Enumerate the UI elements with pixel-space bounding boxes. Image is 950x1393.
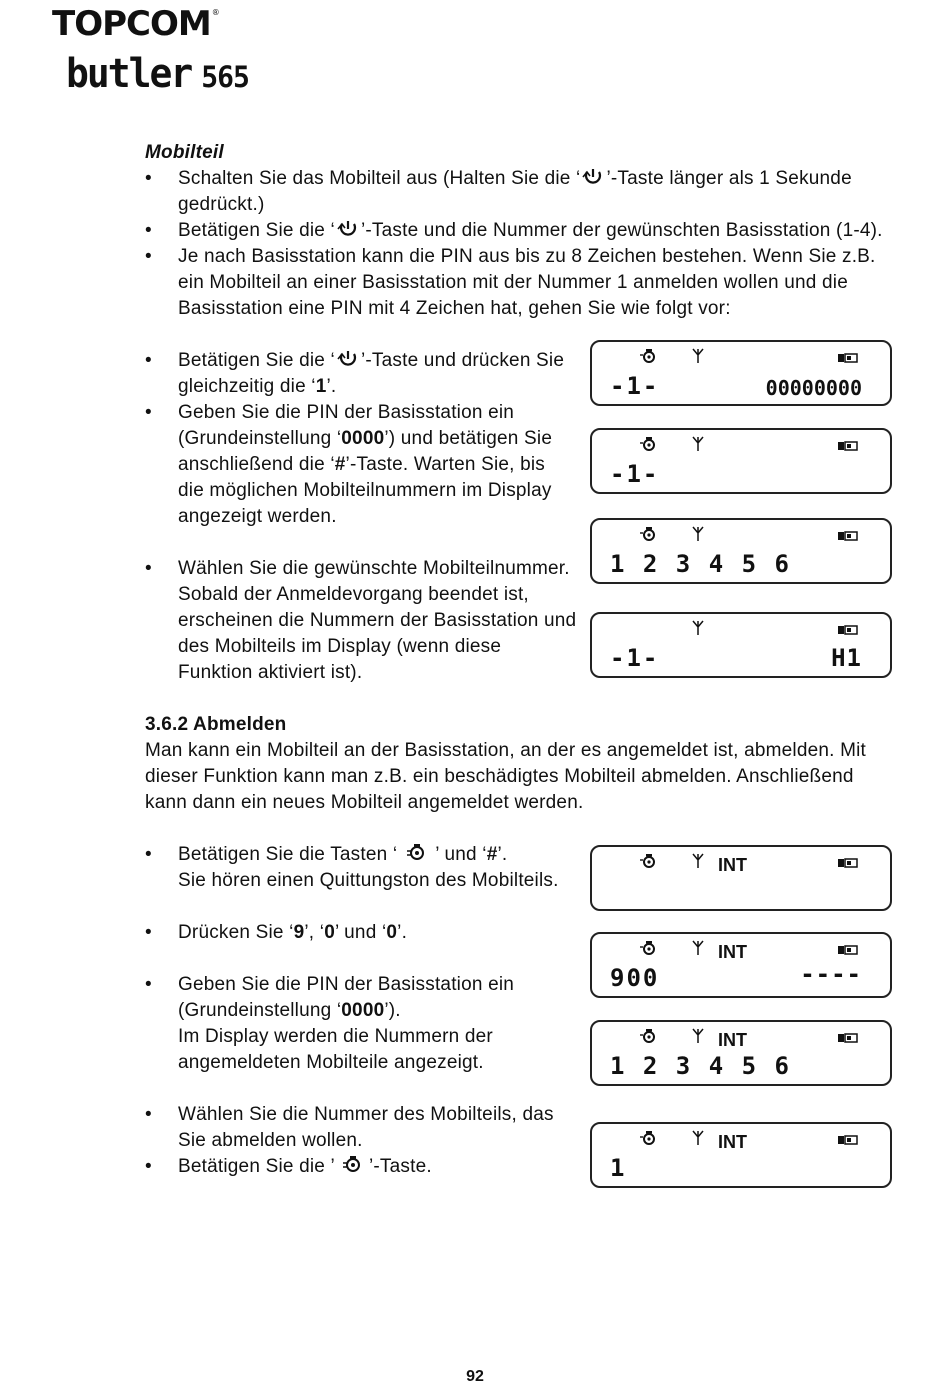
step-line: Geben Sie die PIN der Basisstation ein xyxy=(178,974,515,995)
antenna-icon xyxy=(692,1028,704,1049)
lcd-left-value: 1 2 3 4 5 6 xyxy=(610,550,791,578)
step-line: Geben Sie die PIN der Basisstation ein xyxy=(178,402,515,423)
step-line: anschließend die ‘#’-Taste. Warten Sie, bis xyxy=(178,454,545,475)
antenna-icon xyxy=(692,853,704,874)
bullet: • xyxy=(145,922,152,943)
step-line: Wählen Sie die Nummer des Mobilteils, das xyxy=(178,1104,554,1125)
int-indicator: INT xyxy=(718,1030,747,1050)
bullet: • xyxy=(145,350,152,371)
battery-icon xyxy=(838,438,858,456)
page-number: 92 xyxy=(466,1368,484,1385)
step-line: (Grundeinstellung ‘0000’). xyxy=(178,1000,401,1021)
bullet: • xyxy=(145,220,152,241)
step-line: Betätigen Sie die Tasten ‘ ’ und ‘#’. xyxy=(178,842,507,870)
step-line: Betätigen Sie die ’ ’-Taste. xyxy=(178,1154,432,1182)
bullet: • xyxy=(145,246,152,267)
lcd-display xyxy=(590,845,892,911)
lcd-display xyxy=(590,428,892,494)
handset-icon xyxy=(640,1029,656,1048)
step-line: angezeigt werden. xyxy=(178,506,337,527)
battery-icon xyxy=(838,528,858,546)
lcd-left-value: 900 xyxy=(610,964,660,992)
step-line: angemeldeten Mobilteile angezeigt. xyxy=(178,1052,484,1073)
bullet: • xyxy=(145,1104,152,1125)
handset-icon xyxy=(640,941,656,960)
bullet: • xyxy=(145,844,152,865)
battery-icon xyxy=(838,622,858,640)
step-line: Drücken Sie ‘9’, ‘0’ und ‘0’. xyxy=(178,922,408,943)
topcom-logo: TOPCOM® xyxy=(52,4,219,44)
step-line: (Grundeinstellung ‘0000’) und betätigen Sie xyxy=(178,428,553,449)
antenna-icon xyxy=(692,1130,704,1151)
int-indicator: INT xyxy=(718,942,747,962)
antenna-icon xyxy=(692,348,704,369)
battery-icon xyxy=(838,1030,858,1048)
battery-icon xyxy=(838,942,858,960)
intro-line: Betätigen Sie die ‘ ’-Taste und die Nummer der gewünschten Basisstation (1-4). xyxy=(178,218,883,246)
battery-icon xyxy=(838,855,858,873)
lcd-left-value: 1 xyxy=(610,1154,627,1182)
intercom-key-icon xyxy=(341,1156,363,1182)
lcd-display xyxy=(590,340,892,406)
intro-line: gedrückt.) xyxy=(178,194,265,215)
intro-line: Schalten Sie das Mobilteil aus (Halten Sie die ‘ ’-Taste länger als 1 Sekunde xyxy=(178,166,852,194)
step-line: die möglichen Mobilteilnummern im Display xyxy=(178,480,552,501)
step-line: Sobald der Anmeldevorgang beendet ist, xyxy=(178,584,529,605)
battery-icon xyxy=(838,350,858,368)
handset-icon xyxy=(640,854,656,873)
power-key-icon xyxy=(580,168,606,194)
lcd-left-value: -1- xyxy=(610,644,660,672)
bullet: • xyxy=(145,558,152,579)
step-line: Funktion aktiviert ist). xyxy=(178,662,363,683)
power-key-icon xyxy=(335,350,361,376)
battery-icon xyxy=(838,1132,858,1150)
abmelden-intro-line: kann dann ein neues Mobilteil angemeldet werden. xyxy=(145,792,584,813)
lcd-display xyxy=(590,612,892,678)
handset-icon xyxy=(640,437,656,456)
int-indicator: INT xyxy=(718,855,747,875)
butler-logo: butler 565 xyxy=(66,50,249,97)
handset-icon xyxy=(640,349,656,368)
lcd-left-value: 1 2 3 4 5 6 xyxy=(610,1052,791,1080)
step-line: des Mobilteils im Display (wenn diese xyxy=(178,636,502,657)
intro-line: Basisstation eine PIN mit 4 Zeichen hat, gehen Sie wie folgt vor: xyxy=(178,298,731,319)
step-line: Im Display werden die Nummern der xyxy=(178,1026,493,1047)
intro-line: ein Mobilteil an einer Basisstation mit der Nummer 1 anmelden wollen und die xyxy=(178,272,848,293)
lcd-right-value: ---- xyxy=(800,960,862,988)
antenna-icon xyxy=(692,620,704,641)
lcd-right-value: 00000000 xyxy=(765,376,862,400)
power-key-icon xyxy=(335,220,361,246)
step-line: Wählen Sie die gewünschte Mobilteilnummer. xyxy=(178,558,570,579)
bullet: • xyxy=(145,402,152,423)
step-line: gleichzeitig die ‘1’. xyxy=(178,376,337,397)
lcd-display xyxy=(590,932,892,998)
step-line: Betätigen Sie die ‘ ’-Taste und drücken Sie xyxy=(178,348,564,376)
lcd-left-value: -1- xyxy=(610,372,660,400)
lcd-left-value: -1- xyxy=(610,460,660,488)
mobilteil-heading: Mobilteil xyxy=(145,142,224,163)
bullet: • xyxy=(145,168,152,189)
step-line: Sie hören einen Quittungston des Mobilteils. xyxy=(178,870,559,891)
handset-icon xyxy=(640,527,656,546)
abmelden-heading: 3.6.2 Abmelden xyxy=(145,714,287,735)
int-indicator: INT xyxy=(718,1132,747,1152)
intro-line: Je nach Basisstation kann die PIN aus bis zu 8 Zeichen bestehen. Wenn Sie z.B. xyxy=(178,246,876,267)
bullet: • xyxy=(145,974,152,995)
abmelden-intro-line: dieser Funktion kann man z.B. ein beschädigtes Mobilteil abmelden. Anschließend xyxy=(145,766,854,787)
handset-icon xyxy=(640,1131,656,1150)
step-line: Sie abmelden wollen. xyxy=(178,1130,363,1151)
lcd-display xyxy=(590,1020,892,1086)
antenna-icon xyxy=(692,526,704,547)
antenna-icon xyxy=(692,940,704,961)
abmelden-intro-line: Man kann ein Mobilteil an der Basisstation, an der es angemeldet ist, abmelden. Mit xyxy=(145,740,867,761)
bullet: • xyxy=(145,1156,152,1177)
intercom-key-icon xyxy=(405,844,427,870)
lcd-right-value: H1 xyxy=(831,644,862,672)
antenna-icon xyxy=(692,436,704,457)
lcd-display xyxy=(590,1122,892,1188)
step-line: erscheinen die Nummern der Basisstation und xyxy=(178,610,577,631)
lcd-display xyxy=(590,518,892,584)
